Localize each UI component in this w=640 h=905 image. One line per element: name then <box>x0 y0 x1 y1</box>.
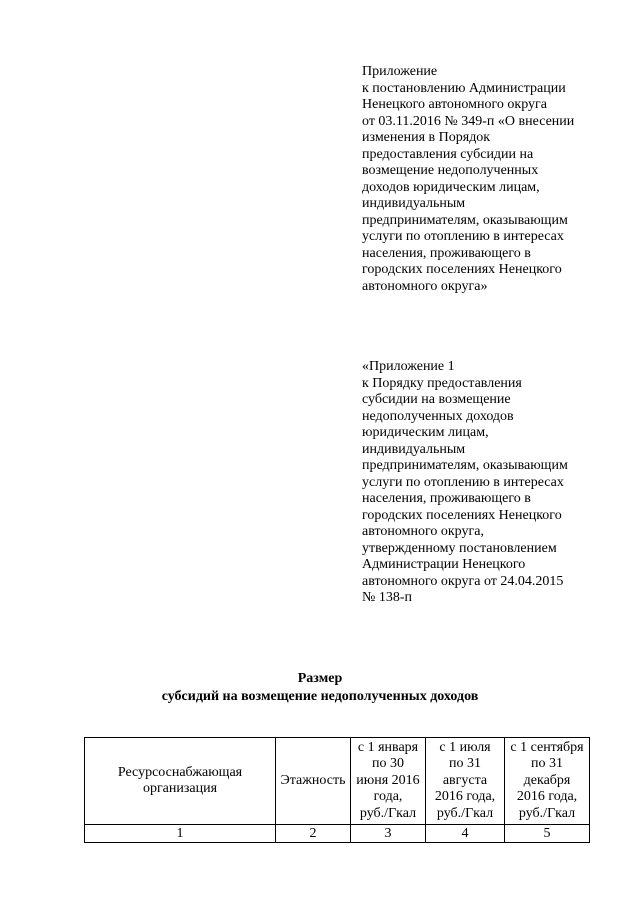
annex-note <box>362 359 602 607</box>
annex-line: «Приложение 1 <box>362 359 455 374</box>
header-line: по 31 <box>531 756 563 772</box>
appendix-line: предпринимателям, оказывающим <box>362 212 568 228</box>
column-number-row <box>85 825 590 843</box>
document-subtitle: субсидий на возмещение недополученных доходов <box>161 689 479 704</box>
appendix-line: услуги по отоплению в интересах <box>362 229 564 244</box>
annex-line: утвержденному постановлением <box>362 540 557 556</box>
header-line: августа <box>442 772 488 788</box>
appendix-line: автономного округа» <box>362 278 488 294</box>
annex-line: индивидуальным <box>362 441 466 457</box>
column-number: 3 <box>351 825 426 843</box>
header-line: года, <box>373 789 403 805</box>
header-line: Ресурсоснабжающая <box>117 764 243 780</box>
header-line: по 30 <box>372 756 404 772</box>
header-line: организация <box>142 781 218 796</box>
appendix-line: доходов юридическим лицам, <box>362 179 540 195</box>
appendix-line: предоставления субсидии на <box>362 146 534 162</box>
header-line: с 1 июля <box>439 739 491 755</box>
table-header-row <box>85 738 590 825</box>
annex-line: № 138-п <box>362 590 413 605</box>
annex-line: услуги по отоплению в интересах <box>362 474 564 490</box>
column-number: 2 <box>276 825 351 843</box>
appendix-line: городских поселениях Ненецкого <box>362 262 562 277</box>
header-line: июня 2016 <box>356 772 420 788</box>
header-line: по 31 <box>449 756 481 772</box>
column-number: 1 <box>85 825 276 843</box>
header-floors <box>276 738 351 825</box>
appendix-line: населения, проживающего в <box>362 245 531 261</box>
appendix-line: к постановлению Администрации <box>362 80 566 96</box>
header-organization <box>85 738 276 825</box>
header-line: руб./Гкал <box>359 805 417 821</box>
header-line: руб./Гкал <box>436 805 494 821</box>
annex-line: предпринимателям, оказывающим <box>362 458 568 473</box>
annex-line: к Порядку предоставления <box>362 375 522 391</box>
appendix-note <box>362 64 602 295</box>
annex-line: юридическим лицам, <box>362 425 489 440</box>
header-line: Этажность <box>280 772 346 788</box>
header-line: руб./Гкал <box>518 805 576 821</box>
appendix-line: Приложение <box>362 64 438 79</box>
document-title: Размер <box>297 671 343 686</box>
header-line: 2016 года, <box>434 789 496 805</box>
appendix-line: возмещение недополученных <box>362 163 539 178</box>
annex-line: субсидии на возмещение <box>362 392 511 407</box>
annex-line: автономного округа, <box>362 524 484 539</box>
annex-line: автономного округа от 24.04.2015 <box>362 573 564 589</box>
column-number: 4 <box>426 825 505 843</box>
header-line: с 1 сентября <box>510 739 584 755</box>
annex-line: недополученных доходов <box>362 408 514 424</box>
appendix-line: индивидуальным <box>362 196 466 211</box>
header-line: декабря <box>523 772 571 788</box>
appendix-line: Ненецкого автономного округа <box>362 97 547 112</box>
annex-line: населения, проживающего в <box>362 491 531 506</box>
header-period-jan-jun <box>351 738 426 825</box>
annex-line: городских поселениях Ненецкого <box>362 507 562 523</box>
header-period-jul-aug <box>426 738 505 825</box>
subsidy-table <box>84 737 590 843</box>
column-number: 5 <box>505 825 590 843</box>
header-line: 2016 года, <box>516 789 578 805</box>
annex-line: Администрации Ненецкого <box>362 557 526 572</box>
header-period-sep-dec <box>505 738 590 825</box>
header-line: с 1 января <box>357 739 419 755</box>
appendix-line: от 03.11.2016 № 349-п «О внесении <box>362 113 575 129</box>
appendix-line: изменения в Порядок <box>362 130 491 145</box>
